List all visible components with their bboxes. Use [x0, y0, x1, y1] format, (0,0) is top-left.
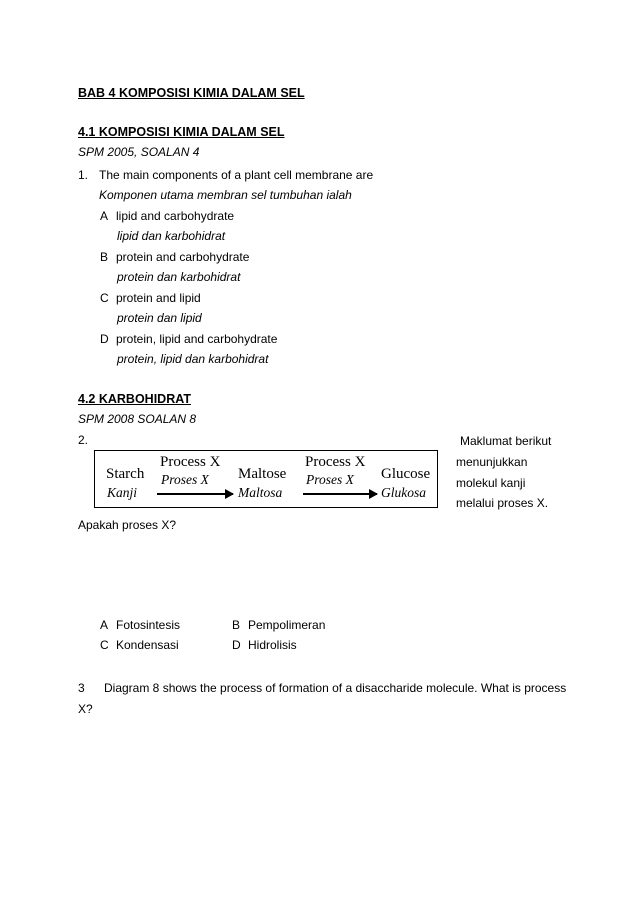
arrow-1-icon — [157, 493, 233, 495]
option-text: Pempolimeran — [248, 618, 326, 632]
kanji-label: Kanji — [107, 485, 138, 500]
question-number: 1. — [78, 168, 89, 182]
glucose-label: Glucose — [381, 466, 431, 482]
side-text-line: menunjukkan — [456, 455, 528, 469]
maltosa-label: Maltosa — [238, 485, 283, 500]
option-text-ms: protein dan lipid — [117, 311, 202, 325]
arrow-2-icon — [303, 493, 377, 495]
option-letter: A — [100, 209, 109, 223]
option-text: Kondensasi — [116, 638, 179, 652]
question-source: SPM 2005, SOALAN 4 — [78, 145, 200, 159]
option-letter: A — [100, 618, 109, 632]
option-letter: C — [100, 638, 109, 652]
proses-x-label: Proses X — [161, 472, 209, 487]
question-source: SPM 2008 SOALAN 8 — [78, 412, 197, 426]
option-text-ms: protein dan karbohidrat — [117, 270, 241, 284]
proses-x-label: Proses X — [306, 472, 354, 487]
question-number: 3 — [78, 681, 85, 695]
section-heading-4-2: 4.2 KARBOHIDRAT — [78, 392, 191, 406]
option-text-en: protein, lipid and carbohydrate — [116, 332, 278, 346]
section-heading-4-1: 4.1 KOMPOSISI KIMIA DALAM SEL — [78, 125, 285, 139]
option-text-ms: lipid dan karbohidrat — [117, 229, 226, 243]
option-text: Fotosintesis — [116, 618, 181, 632]
option-text-en: protein and carbohydrate — [116, 250, 250, 264]
option-text-en: lipid and carbohydrate — [116, 209, 235, 223]
chapter-title: BAB 4 KOMPOSISI KIMIA DALAM SEL — [78, 86, 305, 100]
side-text-line: Maklumat berikut — [460, 434, 552, 448]
process-x-label: Process X — [160, 454, 221, 470]
question-text: Apakah proses X? — [78, 518, 177, 532]
side-text-line: molekul kanji — [456, 476, 526, 490]
starch-label: Starch — [106, 466, 145, 482]
maltose-label: Maltose — [238, 466, 287, 482]
option-letter: D — [232, 638, 241, 652]
option-letter: C — [100, 291, 109, 305]
option-letter: B — [100, 250, 109, 264]
process-x-label: Process X — [305, 454, 366, 470]
question-text: Diagram 8 shows the process of formation of a disaccharide molecule. What is process — [104, 681, 567, 695]
question-text: X? — [78, 702, 93, 716]
question-number: 2. — [78, 433, 89, 447]
option-text-ms: protein, lipid dan karbohidrat — [117, 352, 269, 366]
question-text-en: The main components of a plant cell membrane are — [99, 168, 374, 182]
option-text: Hidrolisis — [248, 638, 297, 652]
glukosa-label: Glukosa — [381, 485, 426, 500]
side-text-line: melalui proses X. — [456, 496, 549, 510]
option-letter: B — [232, 618, 241, 632]
question-text-ms: Komponen utama membran sel tumbuhan ialah — [99, 188, 352, 202]
option-letter: D — [100, 332, 109, 346]
option-text-en: protein and lipid — [116, 291, 201, 305]
